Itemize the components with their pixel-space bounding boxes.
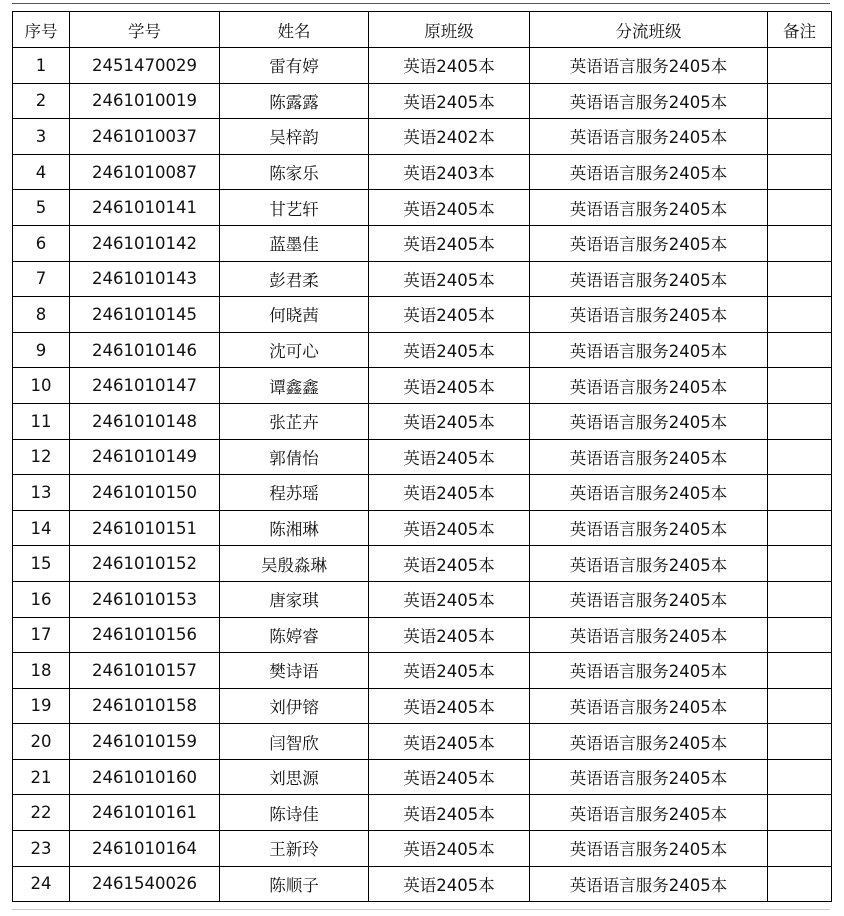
table-row [13,48,832,84]
cell-assigned-class: 英语语言服务2405本 [530,510,768,546]
cell-original-class: 英语2405本 [369,581,530,617]
cell-original-class: 英语2405本 [369,225,530,261]
cell-student-id: 2461010146 [70,332,220,368]
table-row [13,261,832,297]
cell-name: 彭君柔 [220,261,369,297]
cell-assigned-class: 英语语言服务2405本 [530,581,768,617]
cell-assigned-class: 英语语言服务2405本 [530,403,768,439]
cell-index: 21 [13,759,70,795]
header-name: 姓名 [220,12,369,48]
cell-index: 1 [13,48,70,84]
cell-index: 20 [13,724,70,760]
cell-remarks [768,332,832,368]
cell-student-id: 2461010037 [70,119,220,155]
cell-assigned-class: 英语语言服务2405本 [530,439,768,475]
cell-name: 陈家乐 [220,154,369,190]
cell-original-class: 英语2405本 [369,759,530,795]
cell-assigned-class: 英语语言服务2405本 [530,48,768,84]
cell-remarks [768,190,832,226]
cell-name: 张芷卉 [220,403,369,439]
cell-assigned-class: 英语语言服务2405本 [530,653,768,689]
cell-original-class: 英语2405本 [369,831,530,867]
student-diversion-table [12,11,832,902]
cell-name: 刘伊镕 [220,688,369,724]
cell-index: 13 [13,475,70,511]
cell-remarks [768,119,832,155]
table-row [13,190,832,226]
cell-original-class: 英语2405本 [369,546,530,582]
cell-name: 谭鑫鑫 [220,368,369,404]
table-row [13,297,832,333]
cell-index: 6 [13,225,70,261]
table-row [13,653,832,689]
cell-original-class: 英语2405本 [369,368,530,404]
cell-name: 蓝墨佳 [220,225,369,261]
cell-assigned-class: 英语语言服务2405本 [530,154,768,190]
table-row [13,795,832,831]
cell-name: 吴梓韵 [220,119,369,155]
cell-original-class: 英语2405本 [369,724,530,760]
cell-original-class: 英语2405本 [369,617,530,653]
cell-student-id: 2451470029 [70,48,220,84]
cell-index: 2 [13,83,70,119]
cell-name: 陈露露 [220,83,369,119]
cell-remarks [768,154,832,190]
cell-original-class: 英语2405本 [369,83,530,119]
header-row [13,12,832,48]
cell-index: 9 [13,332,70,368]
cell-assigned-class: 英语语言服务2405本 [530,83,768,119]
cell-index: 22 [13,795,70,831]
cell-assigned-class: 英语语言服务2405本 [530,688,768,724]
cell-name: 王新玲 [220,831,369,867]
cell-remarks [768,225,832,261]
cell-assigned-class: 英语语言服务2405本 [530,368,768,404]
cell-name: 闫智欣 [220,724,369,760]
header-original-class: 原班级 [369,12,530,48]
cell-student-id: 2461010160 [70,759,220,795]
cell-index: 18 [13,653,70,689]
table-row [13,332,832,368]
cell-original-class: 英语2405本 [369,510,530,546]
cell-remarks [768,403,832,439]
cell-original-class: 英语2405本 [369,439,530,475]
cell-student-id: 2461010148 [70,403,220,439]
cell-assigned-class: 英语语言服务2405本 [530,795,768,831]
table-row [13,225,832,261]
cell-remarks [768,831,832,867]
cell-original-class: 英语2405本 [369,48,530,84]
cell-index: 4 [13,154,70,190]
cell-original-class: 英语2405本 [369,795,530,831]
table-body [13,48,832,902]
cell-original-class: 英语2405本 [369,688,530,724]
cell-student-id: 2461010019 [70,83,220,119]
cell-student-id: 2461010087 [70,154,220,190]
cell-assigned-class: 英语语言服务2405本 [530,225,768,261]
cell-remarks [768,724,832,760]
cell-remarks [768,475,832,511]
table-row [13,83,832,119]
table-row [13,510,832,546]
cell-index: 24 [13,866,70,902]
cell-original-class: 英语2405本 [369,297,530,333]
cell-assigned-class: 英语语言服务2405本 [530,119,768,155]
cell-assigned-class: 英语语言服务2405本 [530,617,768,653]
cell-assigned-class: 英语语言服务2405本 [530,261,768,297]
cell-original-class: 英语2403本 [369,154,530,190]
cell-student-id: 2461540026 [70,866,220,902]
cell-assigned-class: 英语语言服务2405本 [530,297,768,333]
cell-remarks [768,368,832,404]
cell-student-id: 2461010159 [70,724,220,760]
cell-original-class: 英语2405本 [369,866,530,902]
cell-remarks [768,795,832,831]
cell-assigned-class: 英语语言服务2405本 [530,866,768,902]
cell-remarks [768,510,832,546]
cell-assigned-class: 英语语言服务2405本 [530,475,768,511]
cell-index: 8 [13,297,70,333]
cell-remarks [768,688,832,724]
cell-student-id: 2461010149 [70,439,220,475]
cell-index: 11 [13,403,70,439]
cell-student-id: 2461010151 [70,510,220,546]
table-row [13,724,832,760]
cell-student-id: 2461010143 [70,261,220,297]
cell-index: 16 [13,581,70,617]
cell-index: 10 [13,368,70,404]
cell-name: 何晓茜 [220,297,369,333]
cell-student-id: 2461010150 [70,475,220,511]
cell-remarks [768,653,832,689]
table-row [13,688,832,724]
cell-name: 沈可心 [220,332,369,368]
cell-remarks [768,617,832,653]
bottom-border-line [12,909,830,910]
cell-remarks [768,83,832,119]
header-assigned-class: 分流班级 [530,12,768,48]
cell-index: 19 [13,688,70,724]
cell-name: 雷有婷 [220,48,369,84]
cell-name: 陈顺子 [220,866,369,902]
cell-name: 陈诗佳 [220,795,369,831]
cell-student-id: 2461010152 [70,546,220,582]
cell-student-id: 2461010158 [70,688,220,724]
header-student-id: 学号 [70,12,220,48]
table-row [13,546,832,582]
cell-name: 刘思源 [220,759,369,795]
cell-index: 23 [13,831,70,867]
cell-remarks [768,866,832,902]
cell-name: 吴殷淼琳 [220,546,369,582]
cell-remarks [768,546,832,582]
cell-assigned-class: 英语语言服务2405本 [530,546,768,582]
cell-original-class: 英语2405本 [369,332,530,368]
cell-name: 郭倩怡 [220,439,369,475]
cell-index: 12 [13,439,70,475]
cell-remarks [768,261,832,297]
cell-index: 5 [13,190,70,226]
table-row [13,475,832,511]
header-remarks: 备注 [768,12,832,48]
table-row [13,119,832,155]
cell-remarks [768,297,832,333]
cell-student-id: 2461010153 [70,581,220,617]
cell-name: 程苏瑶 [220,475,369,511]
cell-student-id: 2461010157 [70,653,220,689]
cell-assigned-class: 英语语言服务2405本 [530,332,768,368]
table-row [13,581,832,617]
cell-assigned-class: 英语语言服务2405本 [530,759,768,795]
cell-student-id: 2461010161 [70,795,220,831]
cell-remarks [768,48,832,84]
cell-remarks [768,439,832,475]
cell-original-class: 英语2405本 [369,403,530,439]
top-border-line [12,3,830,4]
cell-index: 7 [13,261,70,297]
cell-index: 3 [13,119,70,155]
cell-original-class: 英语2402本 [369,119,530,155]
table-row [13,831,832,867]
table-row [13,368,832,404]
cell-remarks [768,581,832,617]
cell-original-class: 英语2405本 [369,190,530,226]
cell-name: 甘艺轩 [220,190,369,226]
header-index: 序号 [13,12,70,48]
table-row [13,759,832,795]
table-row [13,866,832,902]
table-row [13,154,832,190]
cell-name: 陈湘琳 [220,510,369,546]
cell-original-class: 英语2405本 [369,475,530,511]
cell-index: 17 [13,617,70,653]
cell-name: 陈婷睿 [220,617,369,653]
cell-remarks [768,759,832,795]
cell-student-id: 2461010164 [70,831,220,867]
cell-index: 15 [13,546,70,582]
cell-name: 唐家琪 [220,581,369,617]
cell-student-id: 2461010142 [70,225,220,261]
cell-student-id: 2461010145 [70,297,220,333]
cell-assigned-class: 英语语言服务2405本 [530,831,768,867]
cell-name: 樊诗语 [220,653,369,689]
cell-original-class: 英语2405本 [369,653,530,689]
table-row [13,403,832,439]
cell-student-id: 2461010156 [70,617,220,653]
cell-assigned-class: 英语语言服务2405本 [530,724,768,760]
table-row [13,617,832,653]
cell-student-id: 2461010141 [70,190,220,226]
cell-assigned-class: 英语语言服务2405本 [530,190,768,226]
cell-student-id: 2461010147 [70,368,220,404]
table-row [13,439,832,475]
cell-index: 14 [13,510,70,546]
cell-original-class: 英语2405本 [369,261,530,297]
table-header [13,12,832,48]
